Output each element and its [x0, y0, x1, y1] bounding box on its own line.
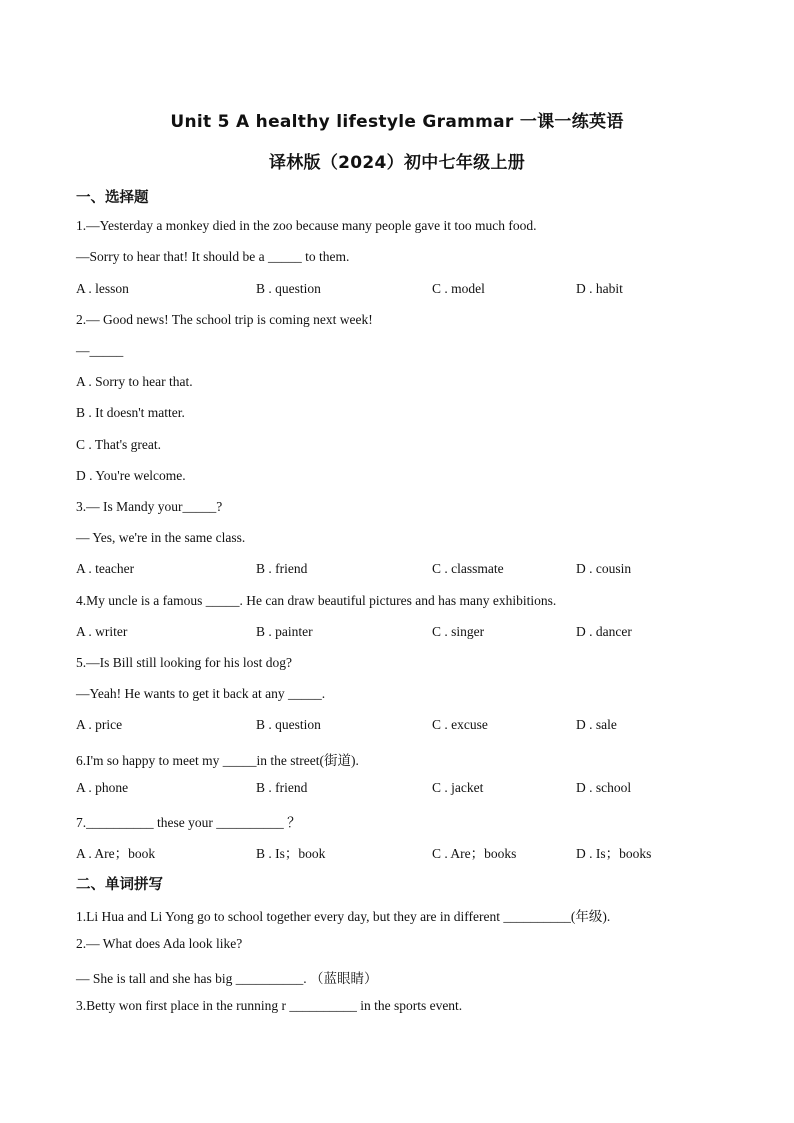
spelling-line-3: — She is tall and she has big __________. （蓝眼睛） [76, 971, 378, 986]
spelling-line-4: 3.Betty won first place in the running r __________ in the sports event. [76, 998, 463, 1013]
question-6-option-a: A . phone [76, 780, 129, 795]
question-5-stem: 5.—Is Bill still looking for his lost dog? [76, 655, 293, 670]
question-4-option-d: D . dancer [576, 624, 632, 639]
question-1-option-b: B . question [256, 281, 321, 296]
question-1-option-a: A . lesson [76, 281, 129, 296]
question-2-response: —_____ [76, 343, 124, 358]
page-title-line1: Unit 5 A healthy lifestyle Grammar 一课一练英语 [170, 112, 624, 132]
question-2-stem: 2.— Good news! The school trip is coming next week! [76, 312, 373, 327]
question-3-response: — Yes, we're in the same class. [76, 530, 246, 545]
spelling-line-2: 2.— What does Ada look like? [76, 936, 243, 951]
question-7-option-a: A . Are；book [76, 846, 156, 861]
section-heading-spelling: 二、单词拼写 [76, 877, 163, 893]
question-3-option-a: A . teacher [76, 561, 135, 576]
question-7-option-d: D . Is；books [576, 846, 652, 861]
question-1-option-c: C . model [432, 281, 485, 296]
question-2-option-b: B . It doesn't matter. [76, 405, 185, 420]
question-3-stem: 3.— Is Mandy your_____? [76, 499, 223, 514]
question-4-option-b: B . painter [256, 624, 313, 639]
question-6-option-b: B . friend [256, 780, 308, 795]
spelling-line-1: 1.Li Hua and Li Yong go to school together every day, but they are in different __________(年级). [76, 909, 611, 924]
page-title-line2: 译林版（2024）初中七年级上册 [268, 153, 526, 173]
question-1-option-d: D . habit [576, 281, 623, 296]
question-4-option-c: C . singer [432, 624, 485, 639]
question-5-response: —Yeah! He wants to get it back at any _____. [76, 686, 326, 701]
question-4-option-a: A . writer [76, 624, 128, 639]
section-heading-choice: 一、选择题 [76, 190, 149, 206]
question-4-stem: 4.My uncle is a famous _____. He can draw beautiful pictures and has many exhibitions. [76, 593, 557, 608]
question-3-option-b: B . friend [256, 561, 308, 576]
question-6-option-c: C . jacket [432, 780, 484, 795]
question-3-option-d: D . cousin [576, 561, 632, 576]
question-2-option-d: D . You're welcome. [76, 468, 186, 483]
question-3-option-c: C . classmate [432, 561, 504, 576]
question-6-stem: 6.I'm so happy to meet my _____in the street(街道). [76, 753, 359, 768]
question-5-option-c: C . excuse [432, 717, 488, 732]
question-5-option-d: D . sale [576, 717, 617, 732]
question-6-option-d: D . school [576, 780, 632, 795]
question-7-stem: 7.__________ these your __________ ？ [76, 815, 301, 830]
question-1-stem: 1.—Yesterday a monkey died in the zoo because many people gave it too much food. [76, 218, 537, 233]
question-7-option-c: C . Are；books [432, 846, 517, 861]
question-2-option-a: A . Sorry to hear that. [76, 374, 193, 389]
question-2-option-c: C . That's great. [76, 437, 162, 452]
question-1-response: —Sorry to hear that! It should be a _____ to them. [76, 249, 350, 264]
question-5-option-b: B . question [256, 717, 321, 732]
question-5-option-a: A . price [76, 717, 123, 732]
question-7-option-b: B . Is；book [256, 846, 326, 861]
